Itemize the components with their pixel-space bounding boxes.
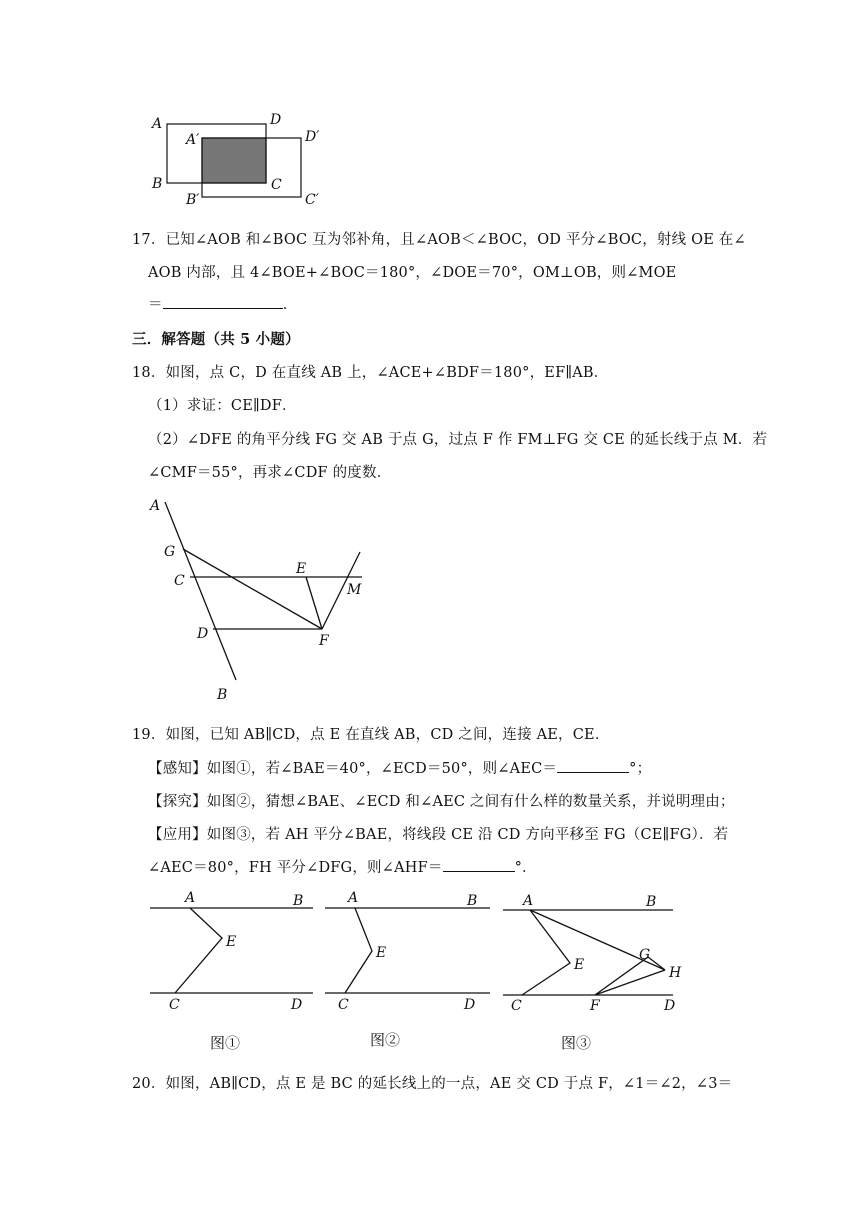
fig2-label-e: E [376, 945, 387, 961]
q19-line5 [148, 856, 537, 877]
label-b: B [217, 687, 228, 703]
q18-line2: （1）求证：CE∥DF． [148, 398, 297, 414]
figure-18 [140, 490, 380, 705]
label-a: A [152, 116, 163, 132]
q17-text3b: ． [282, 297, 298, 313]
fig2-label-b: B [467, 893, 478, 909]
fig3-label-f: F [590, 998, 600, 1014]
fig3-label-d: D [664, 998, 676, 1014]
figure-line [345, 908, 372, 993]
figure-19 [140, 885, 700, 1060]
fig3-label-h: H [669, 965, 682, 981]
q17-line2 [148, 261, 676, 282]
q18-line3: （2）∠DFE 的角平分线 FG 交 AB 于点 G，过点 F 作 FM⊥FG 交 CE 的延长线于点 M．若 [148, 432, 768, 448]
q19-line2 [148, 757, 651, 778]
q20-text1: 如图，AB∥CD，点 E 是 BC 的延长线上的一点，AE 交 CD 于点 F，∠1＝∠2，∠3＝ [165, 1076, 733, 1092]
figure-19-3 [503, 893, 682, 1052]
q19-text2a: 【感知】如图①，若∠BAE＝40°，∠ECD＝50°，则∠AEC＝ [148, 761, 558, 777]
fig1-caption: 图① [210, 1034, 241, 1052]
fig2-label-d: D [464, 997, 476, 1013]
label-b-prime: B′ [186, 192, 200, 208]
label-c: C [174, 573, 185, 589]
fig3-label-c: C [511, 998, 522, 1014]
fig3-label-b: B [646, 894, 657, 910]
figure-line [175, 908, 222, 993]
figure-line [522, 910, 570, 995]
fig3-label-a: A [523, 893, 534, 909]
fig2-caption: 图② [370, 1031, 401, 1049]
q19-answer-blank-2[interactable] [443, 859, 515, 872]
fig1-label-b: B [293, 893, 304, 909]
fig1-label-d: D [291, 997, 303, 1013]
section-3-heading: 三．解答题（共 5 小题） [132, 331, 300, 348]
q19-line4: 【应用】如图③，若 AH 平分∠BAE，将线段 CE 沿 CD 方向平移至 FG（CE∥FG）．若 [148, 827, 729, 843]
q17-line1 [132, 228, 746, 249]
fig1-label-e: E [226, 934, 237, 950]
q19-number: 19． [132, 727, 166, 743]
q17-answer-blank[interactable] [163, 296, 283, 309]
q19-answer-blank-1[interactable] [557, 760, 629, 773]
label-e: E [296, 561, 307, 577]
fig2-label-a: A [348, 890, 359, 906]
label-d: D [197, 626, 209, 642]
label-g: G [164, 544, 176, 560]
fig3-label-g: G [639, 947, 651, 963]
label-f: F [319, 633, 329, 649]
fig3-label-e: E [574, 957, 585, 973]
q19-text1: 如图，已知 AB∥CD，点 E 在直线 AB，CD 之间，连接 AE，CE． [165, 727, 610, 743]
q20-number: 20． [132, 1076, 166, 1092]
q18-text1: 如图，点 C，D 在直线 AB 上，∠ACE+∠BDF＝180°，EF∥AB． [165, 365, 609, 381]
fig3-caption: 图③ [561, 1034, 592, 1052]
fig1-label-c: C [169, 997, 180, 1013]
q20-line1 [132, 1072, 732, 1093]
label-d-prime: D′ [305, 129, 320, 145]
figure-19-1 [150, 890, 313, 1052]
q17-text2: AOB 内部，且 4∠BOE+∠BOC＝180°，∠DOE＝70°，OM⊥OB，则∠MOE [148, 265, 677, 281]
figure-16 [140, 108, 340, 208]
label-b: B [152, 176, 163, 192]
q18-number: 18． [132, 365, 166, 381]
q19-line1 [132, 723, 610, 744]
figure-line [595, 970, 665, 995]
q18-line4: ∠CMF＝55°，再求∠CDF 的度数． [148, 465, 392, 481]
q18-line1 [132, 361, 608, 382]
label-c: C [271, 177, 282, 193]
q17-number: 17． [132, 232, 166, 248]
q17-text1: 已知∠AOB 和∠BOC 互为邻补角，且∠AOB＜∠BOC，OD 平分∠BOC，射线 OE 在∠ [165, 232, 746, 248]
line-ab [165, 502, 236, 680]
label-a-prime: A′ [186, 132, 200, 148]
q19-text5a: ∠AEC＝80°，FH 平分∠DFG，则∠AHF＝ [148, 860, 443, 876]
q17-text3a: ＝ [148, 297, 163, 313]
q19-text2b: °； [629, 761, 652, 777]
shaded-overlap [202, 138, 266, 183]
label-d: D [270, 112, 282, 128]
label-a: A [150, 498, 161, 514]
figure-19-2 [325, 890, 490, 1049]
fig2-label-c: C [338, 997, 349, 1013]
fig1-label-a: A [185, 890, 196, 906]
label-c-prime: C′ [305, 192, 319, 208]
q19-text5b: °． [514, 860, 537, 876]
label-m: M [347, 582, 362, 598]
q19-line3: 【探究】如图②，猜想∠BAE、∠ECD 和∠AEC 之间有什么样的数量关系，并说明理由； [148, 794, 735, 810]
q17-line3 [148, 293, 297, 314]
